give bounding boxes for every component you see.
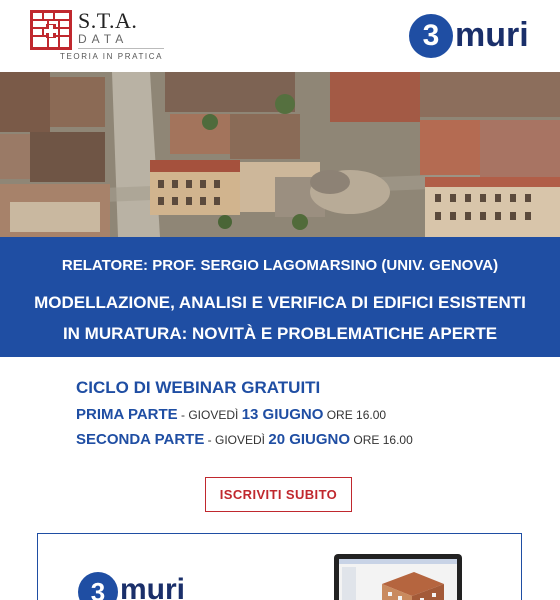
schedule-first-part: [76, 406, 496, 431]
3muri-badge: 3: [409, 14, 453, 58]
webinar-title-line-1: MODELLAZIONE, ANALISI E VERIFICA DI EDIFICI ESISTENTI: [34, 293, 526, 312]
promo-3muri-logo: [78, 572, 198, 600]
register-now-button[interactable]: ISCRIVITI SUBITO: [205, 477, 352, 512]
webinar-schedule: [76, 378, 496, 456]
second-part-label: SECONDA PARTE: [76, 431, 205, 448]
email-header: [0, 0, 560, 72]
schedule-second-part: [76, 431, 496, 456]
speaker-line: RELATORE: PROF. SERGIO LAGOMARSINO (UNIV. GENOVA): [61, 257, 499, 274]
software-promo-box[interactable]: [37, 533, 522, 600]
aerial-photo-image: [0, 72, 560, 237]
sta-logo-mark-icon: [30, 10, 72, 50]
first-part-label: PRIMA PARTE: [76, 406, 178, 423]
aerial-photo-damaged-buildings: [0, 72, 560, 237]
webinar-cycle-heading: CICLO DI WEBINAR GRATUITI: [76, 378, 321, 397]
second-part-weekday: - GIOVEDÌ: [204, 433, 269, 447]
sta-logo-name: S.T.A.: [78, 8, 138, 33]
second-part-date: 20 GIUGNO: [268, 431, 351, 448]
3muri-logo[interactable]: [409, 14, 539, 60]
promo-3muri-wordmark: muri: [120, 573, 186, 600]
webinar-title-line-2: IN MURATURA: NOVITÀ E PROBLEMATICHE APERTE: [62, 324, 498, 343]
sta-logo-sub: DATA: [78, 32, 129, 46]
sta-logo-tagline: TEORIA IN PRATICA: [60, 52, 164, 61]
promo-3muri-badge: 3: [78, 572, 118, 600]
webinar-title: [0, 287, 560, 349]
sta-logo-rule: [78, 48, 164, 49]
laptop-software-screenshot-icon: [334, 554, 462, 600]
first-part-weekday: - GIOVEDÌ: [177, 408, 242, 422]
first-part-date: 13 GIUGNO: [241, 406, 324, 423]
sta-data-logo[interactable]: [30, 8, 164, 62]
second-part-time: ORE 16.00: [350, 433, 413, 447]
first-part-time: ORE 16.00: [323, 408, 387, 422]
3muri-wordmark: muri: [455, 16, 529, 54]
webinar-banner: [0, 237, 560, 357]
